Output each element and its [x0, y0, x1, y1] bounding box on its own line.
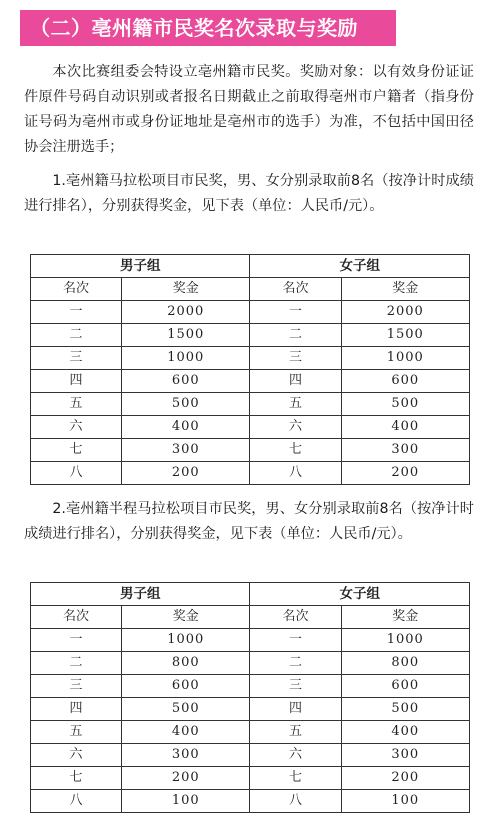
rank-cell: 七: [250, 439, 341, 462]
rank-cell: 六: [250, 416, 341, 439]
rank-cell: 七: [31, 767, 122, 790]
rank-column-header: 名次: [250, 278, 341, 301]
women-prize-cell: 300: [341, 439, 469, 462]
women-prize-cell: 100: [341, 790, 469, 813]
table-column-header-row: [31, 278, 470, 301]
men-group-header: 男子组: [31, 583, 250, 606]
rank-cell: 七: [250, 767, 341, 790]
rank-column-header: 名次: [250, 606, 341, 629]
table-row: [31, 767, 470, 790]
rank-cell: 二: [31, 324, 122, 347]
women-prize-cell: 500: [341, 698, 469, 721]
rank-cell: 八: [250, 790, 341, 813]
rank-cell: 五: [250, 393, 341, 416]
table-row: [31, 744, 470, 767]
half-marathon-prize-table: [30, 582, 470, 813]
women-prize-cell: 800: [341, 652, 469, 675]
prize-column-header: 奖金: [122, 606, 250, 629]
women-prize-cell: 2000: [341, 301, 469, 324]
women-prize-cell: 1000: [341, 347, 469, 370]
table-row: [31, 370, 470, 393]
table-group-header-row: [31, 255, 470, 278]
men-prize-cell: 200: [122, 767, 250, 790]
men-prize-cell: 100: [122, 790, 250, 813]
rank-cell: 四: [250, 698, 341, 721]
table-group-header-row: [31, 583, 470, 606]
rank-cell: 三: [250, 347, 341, 370]
rank-cell: 三: [250, 675, 341, 698]
rank-cell: 六: [31, 416, 122, 439]
table-column-header-row: [31, 606, 470, 629]
men-prize-cell: 1500: [122, 324, 250, 347]
table-row: [31, 675, 470, 698]
men-prize-cell: 600: [122, 370, 250, 393]
table-row: [31, 439, 470, 462]
men-prize-cell: 1000: [122, 347, 250, 370]
intro-paragraph: 本次比赛组委会特设立亳州籍市民奖。奖励对象：以有效身份证证件原件号码自动识别或者报名日期截止之前取得亳州市户籍者（指身份证号码为亳州市或身份证地址是亳州市的选手）为准，不包括中国田径协会注册选手；: [24, 64, 474, 155]
men-prize-cell: 200: [122, 462, 250, 485]
women-prize-cell: 1500: [341, 324, 469, 347]
rank-cell: 一: [250, 629, 341, 652]
men-group-header: 男子组: [31, 255, 250, 278]
table-row: [31, 790, 470, 813]
table-row: [31, 347, 470, 370]
women-prize-cell: 400: [341, 416, 469, 439]
rank-cell: 五: [250, 721, 341, 744]
rank-cell: 五: [31, 393, 122, 416]
rank-cell: 一: [250, 301, 341, 324]
rank-cell: 三: [31, 675, 122, 698]
women-group-header: 女子组: [250, 255, 470, 278]
men-prize-cell: 400: [122, 416, 250, 439]
rank-cell: 四: [250, 370, 341, 393]
rank-cell: 八: [31, 462, 122, 485]
table-row: [31, 301, 470, 324]
women-prize-cell: 600: [341, 675, 469, 698]
rank-cell: 七: [31, 439, 122, 462]
rank-cell: 八: [250, 462, 341, 485]
rank-cell: 一: [31, 629, 122, 652]
table-row: [31, 416, 470, 439]
table-row: [31, 721, 470, 744]
men-prize-cell: 600: [122, 675, 250, 698]
women-group-header: 女子组: [250, 583, 470, 606]
table-row: [31, 652, 470, 675]
women-prize-cell: 1000: [341, 629, 469, 652]
women-prize-cell: 200: [341, 767, 469, 790]
women-prize-cell: 400: [341, 721, 469, 744]
men-prize-cell: 2000: [122, 301, 250, 324]
table-row: [31, 698, 470, 721]
rank-cell: 二: [250, 324, 341, 347]
rank-column-header: 名次: [31, 606, 122, 629]
rank-cell: 三: [31, 347, 122, 370]
table-row: [31, 629, 470, 652]
men-prize-cell: 300: [122, 744, 250, 767]
table-row: [31, 324, 470, 347]
rank-cell: 一: [31, 301, 122, 324]
men-prize-cell: 500: [122, 393, 250, 416]
men-prize-cell: 800: [122, 652, 250, 675]
men-prize-cell: 300: [122, 439, 250, 462]
rank-column-header: 名次: [31, 278, 122, 301]
half-marathon-description: 2.亳州籍半程马拉松项目市民奖，男、女分别录取前8名（按净计时成绩进行排名），分别获得奖金，见下表（单位：人民币/元）。: [24, 501, 474, 542]
rank-cell: 二: [31, 652, 122, 675]
rank-cell: 五: [31, 721, 122, 744]
section-title-banner: （二）亳州籍市民奖名次录取与奖励: [20, 10, 396, 46]
full-marathon-prize-table: [30, 254, 470, 485]
men-prize-cell: 500: [122, 698, 250, 721]
men-prize-cell: 400: [122, 721, 250, 744]
rank-cell: 八: [31, 790, 122, 813]
rank-cell: 六: [250, 744, 341, 767]
table-row: [31, 462, 470, 485]
full-marathon-description: 1.亳州籍马拉松项目市民奖，男、女分别录取前8名（按净计时成绩进行排名），分别获得奖金，见下表（单位：人民币/元）。: [24, 173, 474, 214]
rank-cell: 六: [31, 744, 122, 767]
table-row: [31, 393, 470, 416]
rank-cell: 二: [250, 652, 341, 675]
men-prize-cell: 1000: [122, 629, 250, 652]
women-prize-cell: 500: [341, 393, 469, 416]
prize-column-header: 奖金: [122, 278, 250, 301]
rank-cell: 四: [31, 698, 122, 721]
prize-column-header: 奖金: [341, 278, 469, 301]
women-prize-cell: 200: [341, 462, 469, 485]
rank-cell: 四: [31, 370, 122, 393]
women-prize-cell: 600: [341, 370, 469, 393]
prize-column-header: 奖金: [341, 606, 469, 629]
women-prize-cell: 300: [341, 744, 469, 767]
